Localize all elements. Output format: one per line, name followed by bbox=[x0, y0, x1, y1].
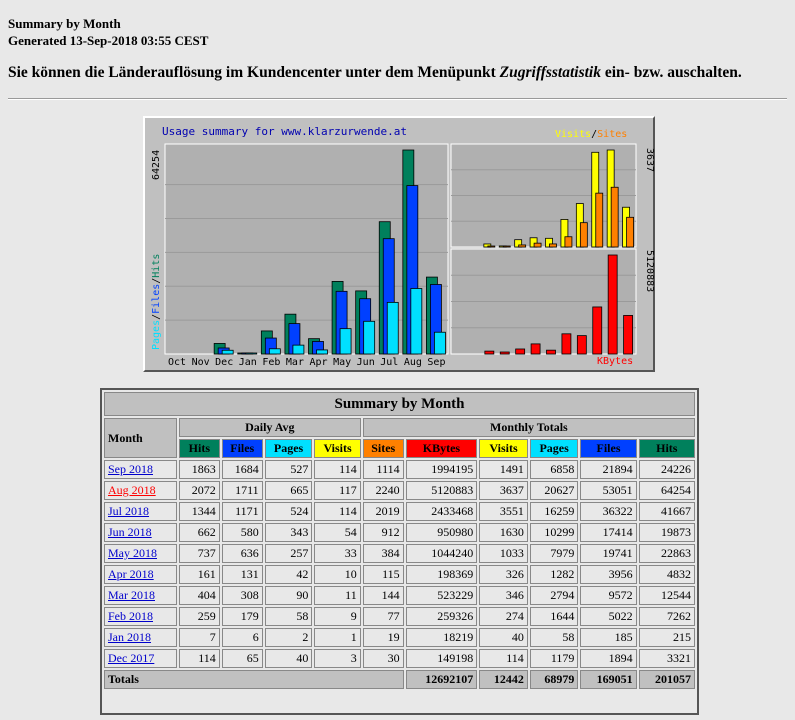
total-value-cell: 36322 bbox=[580, 502, 636, 521]
bar-pages-feb bbox=[269, 349, 280, 354]
table-row bbox=[104, 544, 695, 563]
daily-col-files: Files bbox=[222, 439, 263, 458]
daily-value-cell: 114 bbox=[179, 649, 220, 668]
month-link[interactable]: Dec 2017 bbox=[108, 651, 155, 665]
bar-sites-may bbox=[565, 237, 572, 247]
table-body bbox=[104, 460, 695, 689]
month-label-mar: Mar bbox=[285, 357, 304, 368]
table-row bbox=[104, 649, 695, 668]
month-link[interactable]: Feb 2018 bbox=[108, 609, 153, 623]
total-value-cell: 17414 bbox=[580, 523, 636, 542]
month-label-jul: Jul bbox=[380, 357, 399, 368]
daily-value-cell: 1344 bbox=[179, 502, 220, 521]
bar-kbytes-apr bbox=[547, 350, 556, 354]
bar-sites-jan bbox=[503, 246, 510, 247]
bar-sites-aug bbox=[611, 187, 618, 247]
month-link[interactable]: Jul 2018 bbox=[108, 504, 150, 518]
daily-value-cell: 1 bbox=[314, 628, 360, 647]
total-value-cell: 1894 bbox=[580, 649, 636, 668]
month-label-nov: Nov bbox=[191, 357, 210, 368]
month-cell bbox=[104, 628, 177, 647]
total-value-cell: 1179 bbox=[530, 649, 579, 668]
total-value-cell: 1114 bbox=[363, 460, 404, 479]
daily-value-cell: 308 bbox=[222, 586, 263, 605]
total-col-pages: Pages bbox=[530, 439, 579, 458]
month-cell bbox=[104, 460, 177, 479]
bar-pages-apr bbox=[317, 350, 328, 354]
month-label-dec: Dec bbox=[215, 357, 234, 368]
total-value-cell: 2019 bbox=[363, 502, 404, 521]
kbytes-label: KBytes bbox=[597, 356, 634, 367]
total-value-cell: 326 bbox=[479, 565, 528, 584]
daily-value-cell: 54 bbox=[314, 523, 360, 542]
total-value-cell: 950980 bbox=[406, 523, 478, 542]
month-cell bbox=[104, 586, 177, 605]
notice-text-end: ein- bzw. auschalten. bbox=[601, 64, 742, 81]
total-value-cell: 19 bbox=[363, 628, 404, 647]
daily-value-cell: 114 bbox=[314, 460, 360, 479]
bar-pages-may bbox=[340, 329, 351, 354]
daily-value-cell: 665 bbox=[265, 481, 313, 500]
total-value-cell: 9572 bbox=[580, 586, 636, 605]
month-link[interactable]: Jun 2018 bbox=[108, 525, 152, 539]
month-label-sep: Sep bbox=[427, 357, 446, 368]
graph-title: Usage summary for www.klarzurwende.at bbox=[162, 125, 408, 138]
bar-kbytes-sep bbox=[624, 315, 633, 354]
total-value-cell: 1033 bbox=[479, 544, 528, 563]
total-value-cell: 7979 bbox=[530, 544, 579, 563]
table-row bbox=[104, 460, 695, 479]
bar-sites-mar bbox=[534, 243, 541, 247]
total-value-cell: 19741 bbox=[580, 544, 636, 563]
total-sum-cell: 201057 bbox=[639, 670, 695, 689]
total-value-cell: 7262 bbox=[639, 607, 695, 626]
month-cell bbox=[104, 607, 177, 626]
daily-value-cell: 527 bbox=[265, 460, 313, 479]
table-row bbox=[104, 628, 695, 647]
axis-sep-2: / bbox=[151, 277, 162, 284]
total-value-cell: 21894 bbox=[580, 460, 636, 479]
table-row bbox=[104, 565, 695, 584]
daily-col-visits: Visits bbox=[314, 439, 360, 458]
total-col-sites: Sites bbox=[363, 439, 404, 458]
column-header-row bbox=[104, 439, 695, 458]
total-value-cell: 115 bbox=[363, 565, 404, 584]
bar-pages-jun bbox=[364, 321, 375, 354]
total-value-cell: 6858 bbox=[530, 460, 579, 479]
bar-pages-jan bbox=[246, 353, 257, 354]
total-sum-cell: 12442 bbox=[479, 670, 528, 689]
total-value-cell: 346 bbox=[479, 586, 528, 605]
month-link[interactable]: May 2018 bbox=[108, 546, 157, 560]
total-value-cell: 144 bbox=[363, 586, 404, 605]
daily-value-cell: 636 bbox=[222, 544, 263, 563]
total-value-cell: 12544 bbox=[639, 586, 695, 605]
total-col-visits: Visits bbox=[479, 439, 528, 458]
total-value-cell: 19873 bbox=[639, 523, 695, 542]
total-value-cell: 2794 bbox=[530, 586, 579, 605]
total-value-cell: 77 bbox=[363, 607, 404, 626]
total-sum-cell: 12692107 bbox=[406, 670, 478, 689]
total-value-cell: 1491 bbox=[479, 460, 528, 479]
usage-summary-graph bbox=[143, 116, 655, 372]
total-value-cell: 523229 bbox=[406, 586, 478, 605]
bar-sites-sep bbox=[627, 217, 634, 247]
table-row bbox=[104, 502, 695, 521]
table-row bbox=[104, 607, 695, 626]
total-value-cell: 40 bbox=[479, 628, 528, 647]
bar-pages-mar bbox=[293, 345, 304, 354]
page-title: Summary by Month bbox=[8, 16, 121, 31]
total-value-cell: 1282 bbox=[530, 565, 579, 584]
bar-sites-feb bbox=[519, 245, 526, 247]
daily-value-cell: 1171 bbox=[222, 502, 263, 521]
total-value-cell: 215 bbox=[639, 628, 695, 647]
daily-value-cell: 257 bbox=[265, 544, 313, 563]
total-value-cell: 64254 bbox=[639, 481, 695, 500]
bar-kbytes-jun bbox=[577, 336, 586, 354]
daily-value-cell: 404 bbox=[179, 586, 220, 605]
total-value-cell: 3551 bbox=[479, 502, 528, 521]
total-value-cell: 1630 bbox=[479, 523, 528, 542]
table-row bbox=[104, 523, 695, 542]
total-value-cell: 1644 bbox=[530, 607, 579, 626]
total-value-cell: 259326 bbox=[406, 607, 478, 626]
horizontal-rule bbox=[8, 98, 787, 100]
daily-col-hits: Hits bbox=[179, 439, 220, 458]
total-col-hits: Hits bbox=[639, 439, 695, 458]
daily-value-cell: 90 bbox=[265, 586, 313, 605]
total-value-cell: 5120883 bbox=[406, 481, 478, 500]
daily-value-cell: 2 bbox=[265, 628, 313, 647]
total-value-cell: 185 bbox=[580, 628, 636, 647]
daily-value-cell: 58 bbox=[265, 607, 313, 626]
daily-value-cell: 7 bbox=[179, 628, 220, 647]
total-value-cell: 41667 bbox=[639, 502, 695, 521]
notice-emphasis: Zugriffsstatistik bbox=[499, 64, 601, 81]
total-value-cell: 1044240 bbox=[406, 544, 478, 563]
daily-value-cell: 524 bbox=[265, 502, 313, 521]
total-value-cell: 30 bbox=[363, 649, 404, 668]
total-value-cell: 18219 bbox=[406, 628, 478, 647]
table-row bbox=[104, 481, 695, 500]
daily-value-cell: 161 bbox=[179, 565, 220, 584]
bar-kbytes-dec bbox=[485, 351, 494, 354]
right-top-max-label: 3637 bbox=[644, 148, 655, 173]
month-label-may: May bbox=[333, 357, 352, 368]
axis-files: Files bbox=[151, 283, 162, 314]
total-value-cell: 20627 bbox=[530, 481, 579, 500]
month-link[interactable]: Jan 2018 bbox=[108, 630, 151, 644]
month-label-jan: Jan bbox=[238, 357, 257, 368]
daily-value-cell: 131 bbox=[222, 565, 263, 584]
month-cell bbox=[104, 565, 177, 584]
bar-pages-sep bbox=[434, 332, 445, 354]
daily-value-cell: 11 bbox=[314, 586, 360, 605]
total-value-cell: 22863 bbox=[639, 544, 695, 563]
month-link[interactable]: Mar 2018 bbox=[108, 588, 155, 602]
table-title: Summary by Month bbox=[104, 392, 695, 416]
graph-legend bbox=[555, 129, 627, 140]
bar-sites-jun bbox=[580, 223, 587, 247]
left-max-label: 64254 bbox=[151, 149, 162, 180]
total-value-cell: 198369 bbox=[406, 565, 478, 584]
daily-avg-header: Daily Avg bbox=[179, 418, 361, 437]
total-value-cell: 53051 bbox=[580, 481, 636, 500]
legend-visits: Visits bbox=[555, 129, 592, 140]
total-value-cell: 10299 bbox=[530, 523, 579, 542]
total-value-cell: 384 bbox=[363, 544, 404, 563]
total-value-cell: 114 bbox=[479, 649, 528, 668]
total-value-cell: 2240 bbox=[363, 481, 404, 500]
daily-col-pages: Pages bbox=[265, 439, 313, 458]
total-value-cell: 5022 bbox=[580, 607, 636, 626]
right-bottom-max-label: 5120883 bbox=[644, 250, 655, 293]
totals-row bbox=[104, 670, 695, 689]
bar-sites-jul bbox=[596, 193, 603, 247]
bar-sites-apr bbox=[550, 244, 557, 247]
axis-hits: Hits bbox=[151, 253, 162, 278]
month-cell bbox=[104, 649, 177, 668]
month-cell bbox=[104, 544, 177, 563]
axis-sep-1: / bbox=[151, 313, 162, 320]
daily-value-cell: 117 bbox=[314, 481, 360, 500]
daily-value-cell: 1684 bbox=[222, 460, 263, 479]
bar-kbytes-jan bbox=[500, 352, 509, 354]
bar-kbytes-mar bbox=[531, 344, 540, 354]
country-resolution-notice bbox=[8, 64, 742, 82]
notice-text-start: Sie können die Länderauflösung im Kundencenter unter dem Menüpunkt bbox=[8, 64, 500, 81]
daily-value-cell: 179 bbox=[222, 607, 263, 626]
total-value-cell: 3321 bbox=[639, 649, 695, 668]
bar-kbytes-may bbox=[562, 334, 571, 354]
total-col-kbytes: KBytes bbox=[406, 439, 478, 458]
total-sum-cell: 169051 bbox=[580, 670, 636, 689]
daily-value-cell: 40 bbox=[265, 649, 313, 668]
daily-value-cell: 42 bbox=[265, 565, 313, 584]
bar-pages-jul bbox=[387, 302, 398, 354]
daily-value-cell: 737 bbox=[179, 544, 220, 563]
daily-value-cell: 10 bbox=[314, 565, 360, 584]
bar-pages-aug bbox=[411, 289, 422, 354]
daily-value-cell: 580 bbox=[222, 523, 263, 542]
monthly-totals-header: Monthly Totals bbox=[363, 418, 695, 437]
daily-value-cell: 33 bbox=[314, 544, 360, 563]
table-row bbox=[104, 586, 695, 605]
month-link[interactable]: Sep 2018 bbox=[108, 462, 153, 476]
bar-kbytes-feb bbox=[516, 349, 525, 354]
daily-value-cell: 3 bbox=[314, 649, 360, 668]
daily-value-cell: 6 bbox=[222, 628, 263, 647]
total-sum-cell: 68979 bbox=[530, 670, 579, 689]
month-label-apr: Apr bbox=[309, 357, 328, 368]
month-column-header: Month bbox=[104, 418, 177, 458]
month-label-oct: Oct bbox=[168, 357, 187, 368]
daily-value-cell: 65 bbox=[222, 649, 263, 668]
total-value-cell: 16259 bbox=[530, 502, 579, 521]
month-link[interactable]: Apr 2018 bbox=[108, 567, 154, 581]
bar-sites-dec bbox=[488, 246, 495, 247]
total-value-cell: 2433468 bbox=[406, 502, 478, 521]
month-label-jun: Jun bbox=[356, 357, 375, 368]
month-cell bbox=[104, 502, 177, 521]
left-axis-title bbox=[151, 254, 162, 350]
totals-label: Totals bbox=[104, 670, 404, 689]
month-cell bbox=[104, 481, 177, 500]
total-value-cell: 4832 bbox=[639, 565, 695, 584]
bar-kbytes-jul bbox=[593, 307, 602, 354]
legend-separator: / bbox=[591, 129, 598, 140]
daily-value-cell: 1711 bbox=[222, 481, 263, 500]
daily-value-cell: 9 bbox=[314, 607, 360, 626]
total-value-cell: 24226 bbox=[639, 460, 695, 479]
daily-value-cell: 343 bbox=[265, 523, 313, 542]
total-value-cell: 3956 bbox=[580, 565, 636, 584]
daily-value-cell: 1863 bbox=[179, 460, 220, 479]
usage-chart-svg bbox=[145, 118, 653, 370]
daily-value-cell: 2072 bbox=[179, 481, 220, 500]
bar-kbytes-aug bbox=[608, 255, 617, 354]
total-col-files: Files bbox=[580, 439, 636, 458]
total-value-cell: 912 bbox=[363, 523, 404, 542]
month-link[interactable]: Aug 2018 bbox=[108, 483, 156, 497]
total-value-cell: 1994195 bbox=[406, 460, 478, 479]
daily-value-cell: 114 bbox=[314, 502, 360, 521]
legend-sites: Sites bbox=[597, 129, 628, 140]
bar-pages-dec bbox=[222, 350, 233, 354]
axis-pages: Pages bbox=[151, 319, 162, 350]
total-value-cell: 149198 bbox=[406, 649, 478, 668]
generated-date: Generated 13-Sep-2018 03:55 CEST bbox=[8, 33, 209, 48]
total-value-cell: 58 bbox=[530, 628, 579, 647]
daily-value-cell: 259 bbox=[179, 607, 220, 626]
month-label-feb: Feb bbox=[262, 357, 281, 368]
month-label-aug: Aug bbox=[403, 357, 422, 368]
daily-value-cell: 662 bbox=[179, 523, 220, 542]
month-cell bbox=[104, 523, 177, 542]
total-value-cell: 3637 bbox=[479, 481, 528, 500]
summary-table bbox=[102, 390, 697, 691]
summary-table-wrapper bbox=[100, 388, 699, 715]
total-value-cell: 274 bbox=[479, 607, 528, 626]
